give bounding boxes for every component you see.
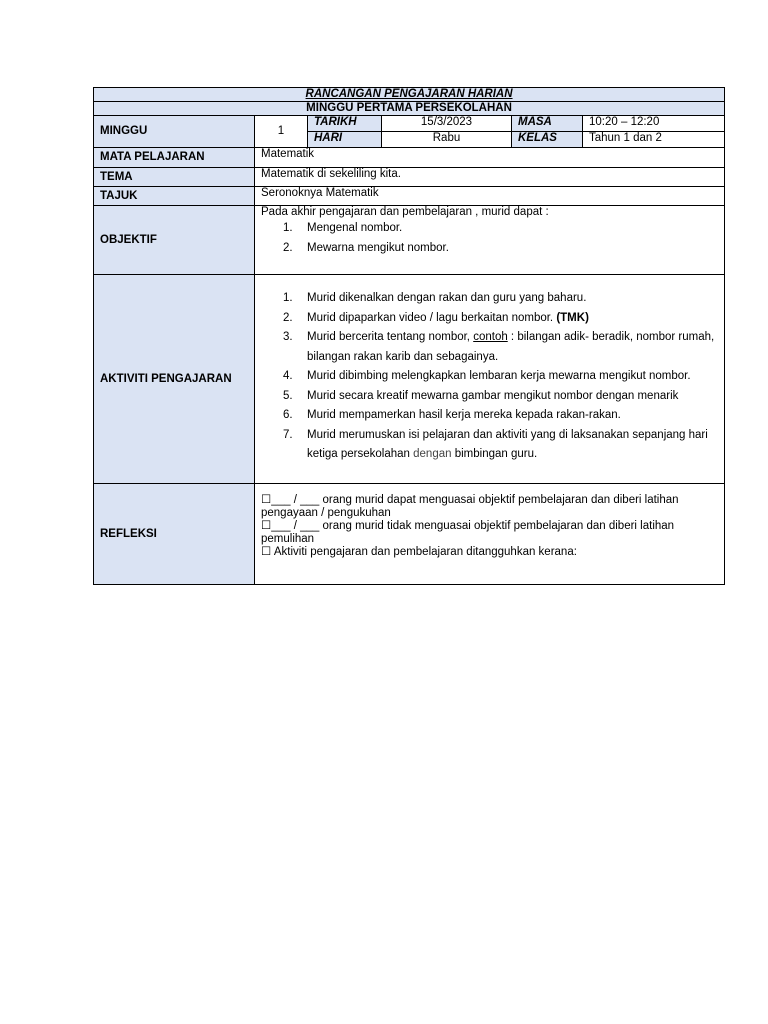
list-item: 1. Mengenal nombor.	[283, 222, 403, 234]
hari-label: HARI	[308, 132, 382, 148]
list-item: 7. Murid merumuskan isi pelajaran dan aktiviti yang di laksanakan sepanjang hari ketiga persekolahan dengan bimbingan guru.	[283, 428, 708, 460]
masa-value: 10:20 – 12:20	[583, 116, 725, 132]
refleksi-content	[255, 484, 725, 585]
refleksi-line-3: ☐ Aktiviti pengajaran dan pembelajaran ditangguhkan kerana:	[261, 546, 577, 558]
document-title: RANCANGAN PENGAJARAN HARIAN	[94, 88, 725, 102]
list-item: 3. Murid bercerita tentang nombor, contoh : bilangan adik- beradik, nombor rumah, bilangan rakan karib dan sebagainya.	[283, 331, 715, 363]
refleksi-line-1: ☐___ / ___ orang murid dapat menguasai objektif pembelajaran dan diberi latihan pengayaan / pengukuhan	[261, 494, 679, 519]
aktiviti-label: AKTIVITI PENGAJARAN	[94, 275, 255, 484]
lesson-plan-table	[93, 87, 725, 585]
hari-value: Rabu	[382, 132, 512, 148]
refleksi-label: REFLEKSI	[94, 484, 255, 585]
aktiviti-list	[261, 289, 718, 465]
kelas-value: Tahun 1 dan 2	[583, 132, 725, 148]
tarikh-label: TARIKH	[308, 116, 382, 132]
kelas-label: KELAS	[512, 132, 583, 148]
document-subtitle: MINGGU PERTAMA PERSEKOLAHAN	[94, 102, 725, 116]
list-item: 4. Murid dibimbing melengkapkan lembaran kerja mewarna mengikut nombor.	[283, 370, 691, 382]
minggu-label: MINGGU	[94, 116, 255, 148]
tema-value: Matematik di sekeliling kita.	[255, 168, 725, 187]
objektif-intro: Pada akhir pengajaran dan pembelajaran , murid dapat :	[261, 206, 549, 218]
list-item: 6. Murid mempamerkan hasil kerja mereka kepada rakan-rakan.	[283, 409, 621, 421]
list-item: 2. Murid dipaparkan video / lagu berkaitan nombor. (TMK)	[283, 311, 589, 324]
tajuk-value: Seronoknya Matematik	[255, 187, 725, 206]
list-item: 1. Murid dikenalkan dengan rakan dan guru yang baharu.	[283, 292, 587, 304]
tajuk-label: TAJUK	[94, 187, 255, 206]
mata-pelajaran-value: Matematik	[255, 148, 725, 168]
objektif-content	[255, 206, 725, 275]
tema-label: TEMA	[94, 168, 255, 187]
tarikh-value: 15/3/2023	[382, 116, 512, 132]
refleksi-line-2: ☐___ / ___ orang murid tidak menguasai objektif pembelajaran dan diberi latihan pemulihan	[261, 520, 675, 545]
list-item: 2. Mewarna mengikut nombor.	[283, 241, 449, 254]
masa-label: MASA	[512, 116, 583, 132]
list-item: 5. Murid secara kreatif mewarna gambar mengikut nombor dengan menarik	[283, 389, 679, 402]
minggu-value: 1	[255, 116, 308, 148]
mata-pelajaran-label: MATA PELAJARAN	[94, 148, 255, 168]
objektif-label: OBJEKTIF	[94, 206, 255, 275]
objektif-list	[261, 219, 718, 258]
aktiviti-content	[255, 275, 725, 484]
